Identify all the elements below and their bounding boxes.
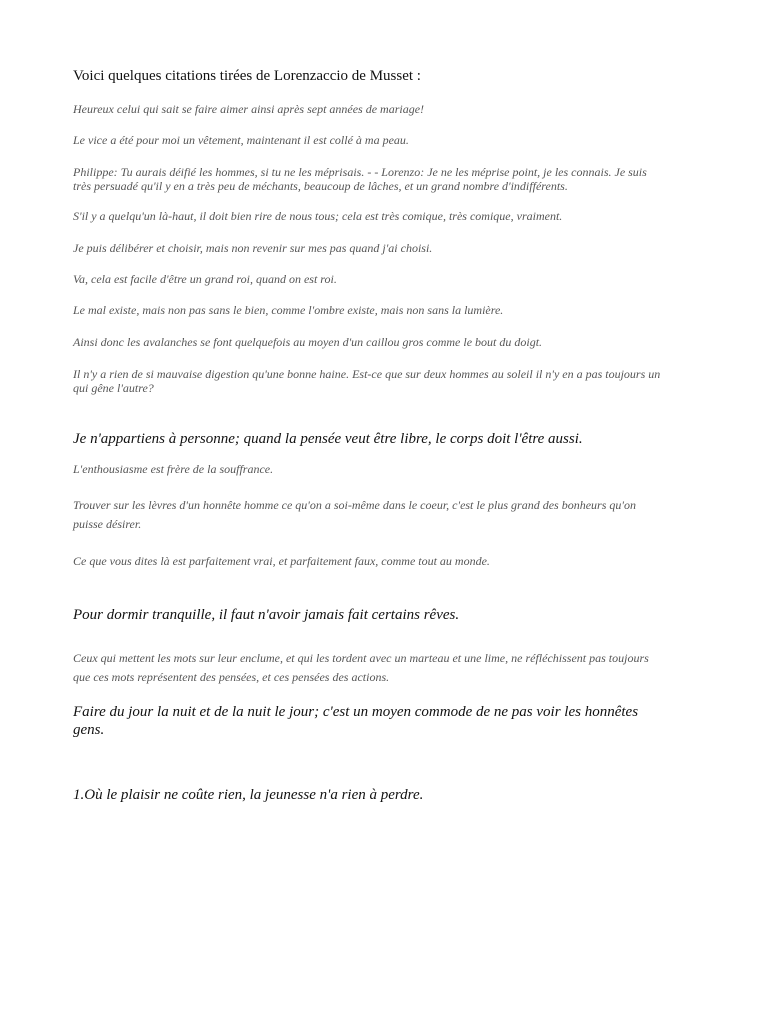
quote-mariage: Heureux celui qui sait se faire aimer ainsi après sept années de mariage! bbox=[73, 102, 425, 116]
quote-la-haut: S'il y a quelqu'un là-haut, il doit bien rire de nous tous; cela est très comique, très comique, vraiment. bbox=[73, 209, 563, 223]
quote-mal-existe: Le mal existe, mais non pas sans le bien, comme l'ombre existe, mais non sans la lumière. bbox=[73, 303, 504, 317]
quote-grand-roi: Va, cela est facile d'être un grand roi, quand on est roi. bbox=[73, 272, 337, 286]
quote-vrai-faux: Ce que vous dites là est parfaitement vrai, et parfaitement faux, comme tout au monde. bbox=[73, 554, 490, 568]
quote-haine: Il n'y a rien de si mauvaise digestion qu'une bonne haine. Est-ce que sur deux hommes au soleil il n'y en a pas toujours un qui gêne l'autre? bbox=[73, 367, 661, 395]
quote-deliberer: Je puis délibérer et choisir, mais non revenir sur mes pas quand j'ai choisi. bbox=[73, 241, 433, 255]
quote-jour-nuit: Faire du jour la nuit et de la nuit le jour; c'est un moyen commode de ne pas voir les honnêtes gens. bbox=[73, 704, 639, 738]
quote-enthousiasme: L'enthousiasme est frère de la souffrance. bbox=[73, 462, 274, 476]
quote-dormir: Pour dormir tranquille, il faut n'avoir jamais fait certains rêves. bbox=[73, 607, 460, 623]
quote-vice: Le vice a été pour moi un vêtement, maintenant il est collé à ma peau. bbox=[73, 133, 409, 147]
quote-enclume: Ceux qui mettent les mots sur leur enclume, et qui les tordent avec un marteau et une lime, ne réfléchissent pas toujours que ces mots représentent des pensées, et ces pensées des actions. bbox=[73, 651, 649, 684]
quote-avalanches: Ainsi donc les avalanches se font quelquefois au moyen d'un caillou gros comme le bout du doigt. bbox=[73, 335, 543, 349]
quote-honnete-homme: Trouver sur les lèvres d'un honnête homme ce qu'on a soi-même dans le coeur, c'est le plus grand des bonheurs qu'on puisse désirer. bbox=[73, 498, 636, 531]
quote-philippe-lorenzo: Philippe: Tu aurais déifié les hommes, si tu ne les méprisais. - - Lorenzo: Je ne les méprise point, je les connais. Je suis très persuadé qu'il y en a très peu de méchants, beaucoup de lâches, et un grand nombre d'indifférents. bbox=[73, 165, 647, 193]
quote-appartiens: Je n'appartiens à personne; quand la pensée veut être libre, le corps doit l'être aussi. bbox=[73, 431, 583, 447]
quote-plaisir: 1.Où le plaisir ne coûte rien, la jeunesse n'a rien à perdre. bbox=[73, 787, 424, 803]
document-title: Voici quelques citations tirées de Lorenzaccio de Musset : bbox=[73, 68, 421, 84]
